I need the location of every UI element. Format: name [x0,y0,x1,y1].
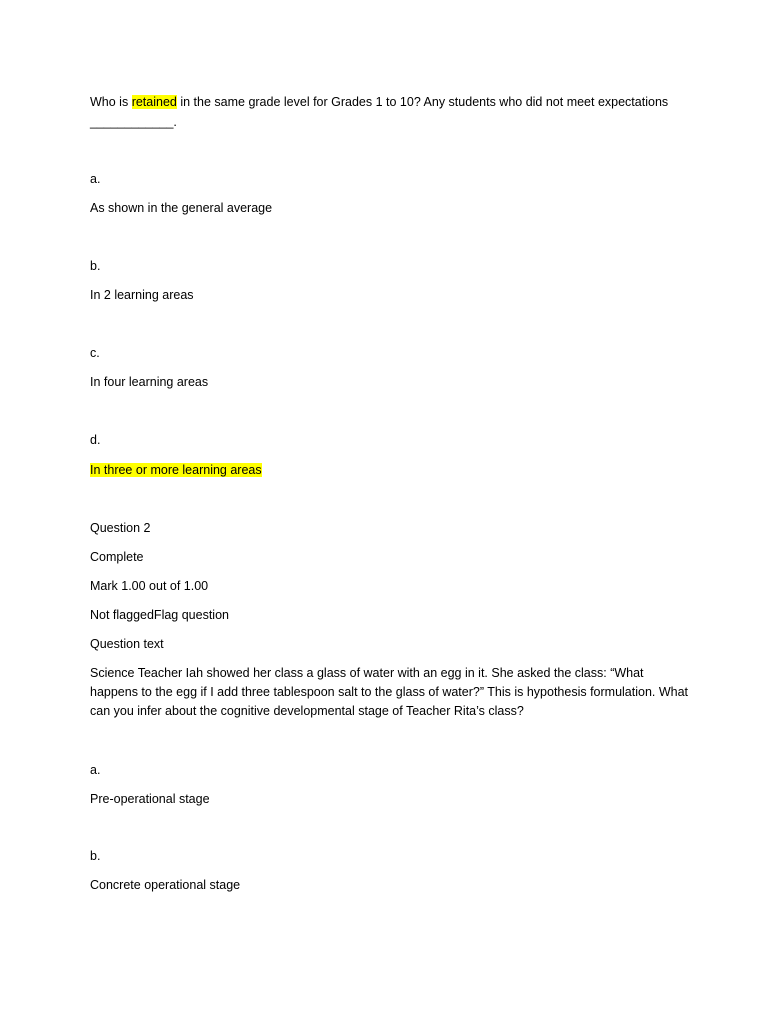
option-b-text: In 2 learning areas [90,288,194,302]
option-b-letter: b. [90,259,101,273]
question-2-body: Science Teacher Iah showed her class a glass of water with an egg in it. She asked the class: “What happens to the egg if I add three tablespoon salt to the glass of water?” This is hypothesis formulation. What can you infer about the cognitive developmental stage of Teacher Rita’s class? [90,666,689,718]
option-b-letter: b. [90,849,101,863]
option-a-text: As shown in the general average [90,201,273,215]
question-1-blank: ____________. [90,115,177,129]
question-status: Complete [90,550,144,564]
option-d-letter: d. [90,433,101,447]
question-1-text-end: in the same grade level for Grades 1 to 10? Any students who did not meet expectations [176,95,669,109]
question-mark: Mark 1.00 out of 1.00 [90,579,209,593]
option-d-text [90,462,262,478]
option-a-letter: a. [90,172,101,186]
question-1-text-start: Who is [90,95,132,109]
option-c-text: In four learning areas [90,375,209,389]
option-a-letter: a. [90,763,101,777]
question-2-number: Question 2 [90,521,151,535]
option-a-text: Pre-operational stage [90,792,210,806]
question-1-text [90,94,668,110]
option-c-letter: c. [90,346,100,360]
flag-question: Not flaggedFlag question [90,608,229,622]
question-text-label: Question text [90,637,164,651]
option-b-text: Concrete operational stage [90,878,241,892]
option-d-highlighted-answer: In three or more learning areas [90,463,262,477]
highlighted-word: retained [131,95,177,109]
